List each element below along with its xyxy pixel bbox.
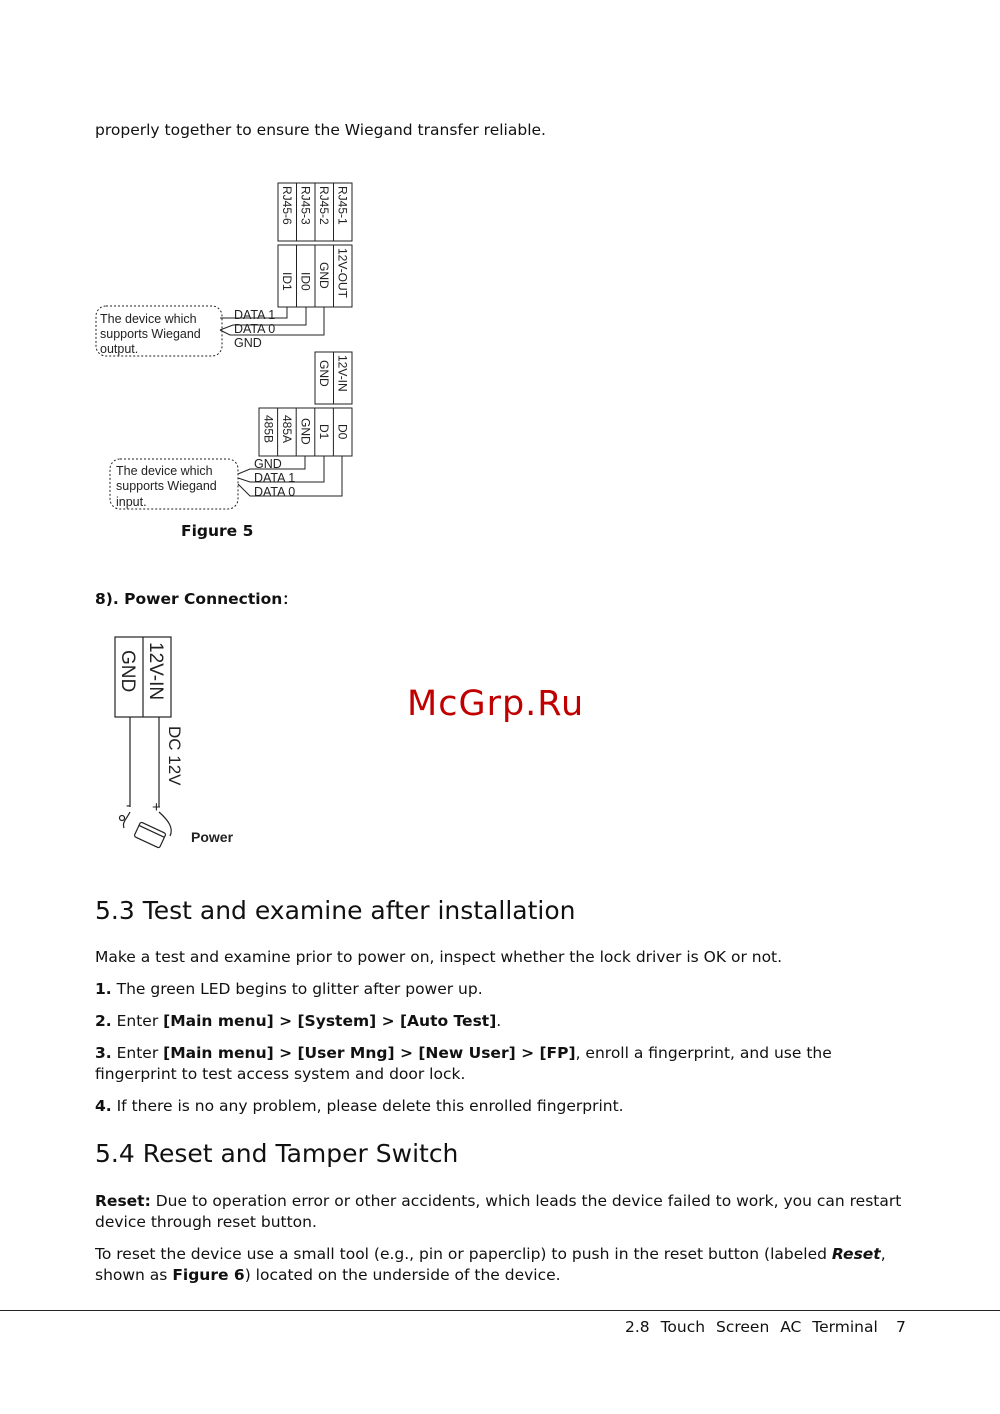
input-wire-data1: DATA 1: [254, 471, 296, 485]
12v-in-label: 12V-IN: [335, 355, 350, 392]
power-section-suffix: ：: [282, 590, 298, 608]
page-number: 7: [896, 1318, 906, 1336]
reset-text: Due to operation error or other accidents, which leads the device failed to work, you can restart device through reset button.: [95, 1192, 902, 1231]
reset-instr-reset: Reset: [831, 1245, 881, 1263]
reset-instr-figure: Figure 6: [172, 1266, 245, 1284]
rj45-2-label: RJ45-2: [317, 186, 331, 225]
485a-label: 485A: [279, 415, 294, 444]
figure-5-wiring-diagram: [90, 178, 370, 518]
figure-5-caption: Figure 5: [181, 522, 254, 540]
reset-instr-mid: , shown as: [95, 1245, 886, 1284]
input-wire-data0: DATA 0: [254, 485, 296, 499]
reset-instr-post: ) located on the underside of the device.: [244, 1266, 561, 1284]
input-device-line-1: The device which: [116, 464, 213, 478]
step-2-number: 2.: [95, 1012, 112, 1030]
reset-instr-pre: To reset the device use a small tool (e.g., pin or paperclip) to push in the reset button (labeled: [95, 1245, 832, 1263]
power-adapter-label: Power: [191, 829, 234, 845]
step-1: [95, 979, 915, 1000]
output-device-line-1: The device which: [100, 312, 197, 326]
reset-instructions: [95, 1244, 915, 1286]
rj45-3-label: RJ45-3: [298, 186, 313, 225]
output-wire-data1: DATA 1: [234, 308, 276, 322]
watermark: McGrp.Ru: [407, 684, 585, 724]
step-3-post: , enroll a fingerprint, and use the fingerprint to test access system and door lock.: [95, 1044, 832, 1083]
step-2-pre: Enter: [111, 1012, 164, 1030]
step-4-number: 4.: [95, 1097, 112, 1115]
dc-12v-label: DC 12V: [165, 726, 184, 786]
section-5-4-heading: 5.4 Reset and Tamper Switch: [95, 1139, 459, 1168]
power-gnd-label: GND: [117, 650, 138, 693]
output-wire-data0: DATA 0: [234, 322, 276, 336]
gnd-out-label: GND: [317, 262, 331, 289]
gnd-in-power-label: GND: [317, 360, 331, 387]
section-5-3-heading: 5.3 Test and examine after installation: [95, 896, 576, 925]
reset-paragraph: [95, 1191, 915, 1233]
section-5-3-intro: Make a test and examine prior to power on, inspect whether the lock driver is OK or not.: [95, 948, 783, 966]
intro-line: properly together to ensure the Wiegand transfer reliable.: [95, 121, 546, 139]
step-1-text: The green LED begins to glitter after power up.: [111, 980, 483, 998]
step-2: [95, 1011, 915, 1032]
step-4-text: If there is no any problem, please delete this enrolled fingerprint.: [111, 1097, 624, 1115]
output-wire-gnd: GND: [234, 336, 262, 350]
d0-label: D0: [335, 424, 350, 440]
step-1-number: 1.: [95, 980, 112, 998]
rj45-1-label: RJ45-1: [335, 186, 350, 225]
d1-label: D1: [317, 424, 331, 440]
step-2-post: .: [496, 1012, 502, 1030]
step-4: [95, 1096, 915, 1117]
plus-sign: +: [152, 799, 161, 816]
footer-title: 2.8 Touch Screen AC Terminal: [625, 1318, 878, 1336]
minus-sign: -: [126, 797, 131, 814]
input-wire-gnd: GND: [254, 457, 282, 471]
input-device-line-3: input.: [116, 495, 147, 509]
step-3: [95, 1043, 915, 1085]
step-3-menu-path: [Main menu] > [User Mng] > [New User] > [FP]: [163, 1044, 576, 1062]
485b-label: 485B: [261, 415, 276, 444]
step-3-pre: Enter: [111, 1044, 164, 1062]
power-12v-in-label: 12V-IN: [145, 642, 166, 701]
power-section-title: Power Connection: [124, 590, 283, 608]
id0-label: ID0: [298, 272, 313, 291]
id1-label: ID1: [280, 272, 294, 291]
gnd-in-data-label: GND: [298, 418, 313, 445]
output-device-line-3: output.: [100, 342, 139, 356]
rj45-6-label: RJ45-6: [280, 186, 294, 225]
step-3-number: 3.: [95, 1044, 112, 1062]
12v-out-label: 12V-OUT: [335, 248, 350, 299]
output-device-line-2: supports Wiegand: [100, 327, 201, 341]
power-connection-heading: [95, 587, 298, 609]
footer-divider: [0, 1310, 1000, 1311]
power-section-number: 8).: [95, 590, 119, 608]
step-2-menu-path: [Main menu] > [System] > [Auto Test]: [163, 1012, 497, 1030]
power-connection-diagram: [108, 632, 258, 862]
input-device-line-2: supports Wiegand: [116, 479, 217, 493]
reset-label: Reset:: [95, 1192, 151, 1210]
